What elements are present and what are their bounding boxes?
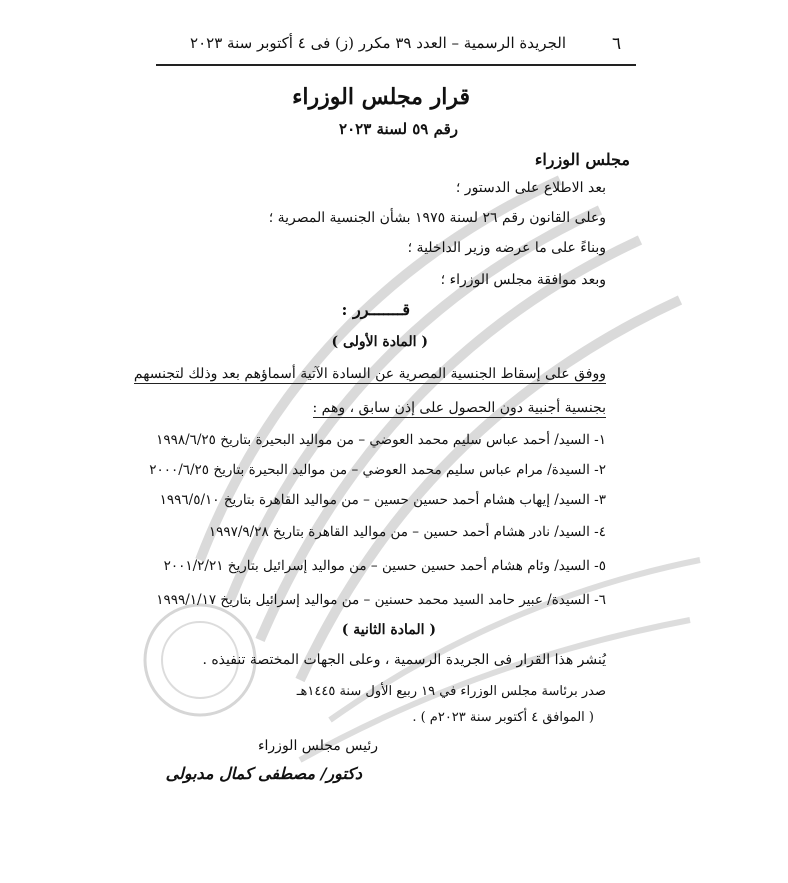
- page-number: ٦: [612, 34, 622, 54]
- person-entry: ٤- السيد/ نادر هشام أحمد حسين – من مواليد القاهرة بتاريخ ١٩٩٧/٩/٢٨: [208, 524, 606, 540]
- article-two-text: يُنشر هذا القرار فى الجريدة الرسمية ، وعلى الجهات المختصة تنفيذه .: [202, 652, 606, 668]
- article-one-line-2: بجنسية أجنبية دون الحصول على إذن سابق ، وهم :: [312, 400, 606, 416]
- issued-line-1: صدر برئاسة مجلس الوزراء في ١٩ ربيع الأول سنة ١٤٤٥هـ: [296, 684, 606, 699]
- decided-label: قـــــــرر :: [341, 300, 410, 319]
- preamble-line: وبناءً على ما عرضه وزير الداخلية ؛: [407, 240, 606, 256]
- preamble-line: وعلى القانون رقم ٢٦ لسنة ١٩٧٥ بشأن الجنسية المصرية ؛: [268, 210, 606, 226]
- preamble-line: وبعد موافقة مجلس الوزراء ؛: [440, 272, 606, 288]
- issued-line-2: ( الموافق ٤ أكتوبر سنة ٢٠٢٣م ) .: [412, 710, 594, 725]
- person-entry: ٢- السيدة/ مرام عباس سليم محمد العوضي – من مواليد البحيرة بتاريخ ٢٠٠٠/٦/٢٥: [149, 462, 606, 478]
- person-entry: ٣- السيد/ إيهاب هشام أحمد حسين حسين – من مواليد القاهرة بتاريخ ١٩٩٦/٥/١٠: [159, 492, 606, 508]
- decree-number: رقم ٥٩ لسنة ٢٠٢٣: [339, 120, 458, 138]
- person-entry: ١- السيد/ أحمد عباس سليم محمد العوضي – من مواليد البحيرة بتاريخ ١٩٩٨/٦/٢٥: [156, 432, 606, 448]
- signer-name: دكتور/ مصطفى كمال مدبولى: [165, 764, 362, 783]
- person-entry: ٦- السيدة/ عبير حامد السيد محمد حسنين – من مواليد إسرائيل بتاريخ ١٩٩٩/١/١٧: [156, 592, 606, 608]
- article-two-heading: ( المادة الثانية ): [341, 622, 436, 638]
- decree-title: قرار مجلس الوزراء: [292, 84, 470, 110]
- signer-title: رئيس مجلس الوزراء: [257, 738, 378, 754]
- issuer-heading: مجلس الوزراء: [534, 150, 630, 169]
- person-entry: ٥- السيد/ وئام هشام أحمد حسين حسين – من مواليد إسرائيل بتاريخ ٢٠٠١/٢/٢١: [163, 558, 606, 574]
- gazette-header: الجريدة الرسمية – العدد ٣٩ مكرر (ز) فى ٤ أكتوبر سنة ٢٠٢٣: [190, 34, 566, 52]
- preamble-line: بعد الاطلاع على الدستور ؛: [455, 180, 606, 196]
- article-one-line-1: ووفق على إسقاط الجنسية المصرية عن السادة الآتية أسماؤهم بعد وذلك لتجنسهم: [133, 366, 606, 382]
- header-divider: [156, 64, 636, 66]
- article-one-heading: ( المادة الأولى ): [331, 334, 428, 350]
